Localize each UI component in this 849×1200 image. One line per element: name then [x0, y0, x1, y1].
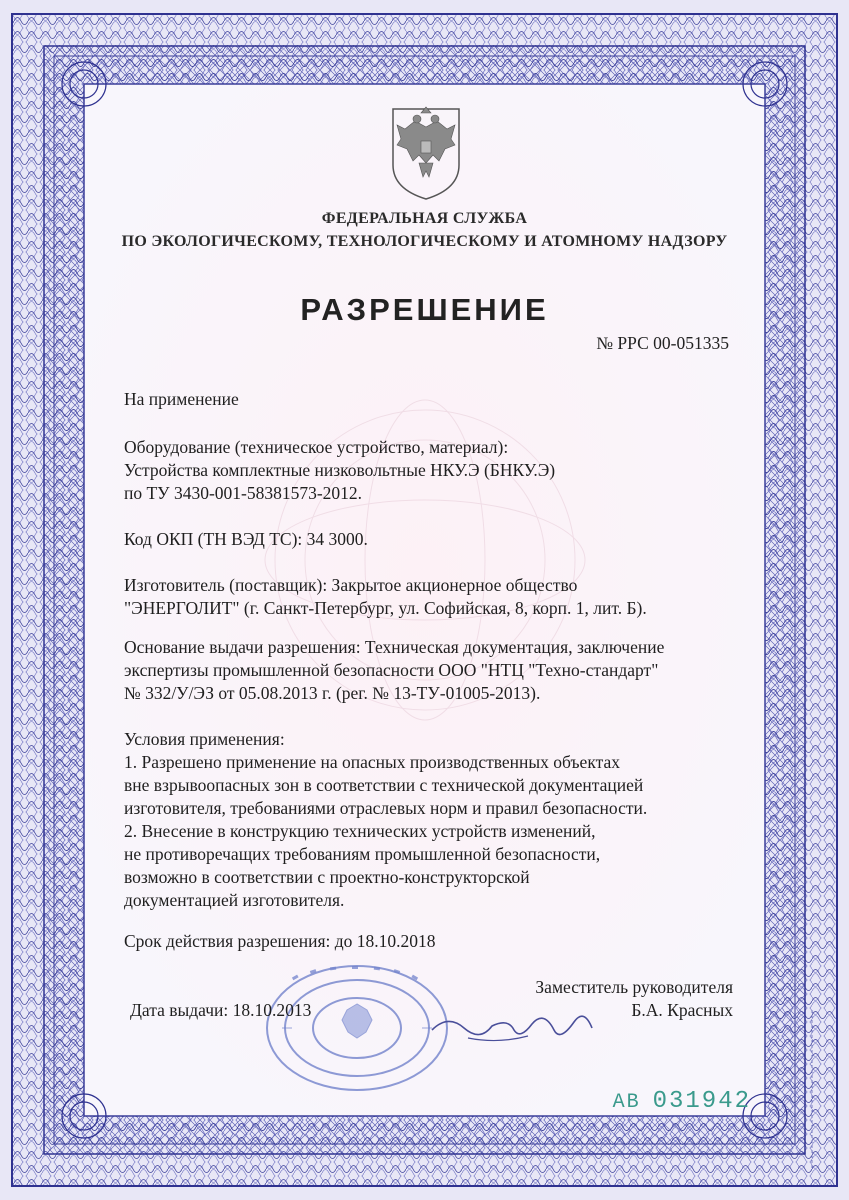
conditions-block [124, 728, 744, 912]
basis-block [124, 636, 744, 705]
conditions-line: 2. Внесение в конструкцию технических устройств изменений, [124, 821, 596, 841]
basis-line: № 332/У/ЭЗ от 05.08.2013 г. (рег. № 13-ТУ-01005-2013). [124, 683, 541, 703]
official-seal-icon [262, 962, 452, 1094]
manufacturer-line: "ЭНЕРГОЛИТ" (г. Санкт-Петербург, ул. Софийская, 8, корп. 1, лит. Б). [124, 598, 647, 618]
agency-name-line1: ФЕДЕРАЛЬНАЯ СЛУЖБА [321, 210, 528, 227]
issue-date: Дата выдачи: 18.10.2013 [130, 1000, 312, 1020]
basis-line: Основание выдачи разрешения: Техническая документация, заключение [124, 637, 665, 657]
equipment-block [124, 436, 744, 505]
equipment-line: по ТУ 3430-001-58381573-2012. [124, 483, 363, 503]
coat-of-arms-icon [383, 105, 469, 201]
equipment-line: Устройства комплектные низковольтные НКУ.Э (БНКУ.Э) [124, 460, 556, 480]
basis-line: экспертизы промышленной безопасности ООО "НТЦ "Техно-стандарт" [124, 660, 659, 680]
agency-name-line2: ПО ЭКОЛОГИЧЕСКОМУ, ТЕХНОЛОГИЧЕСКОМУ И АТОМНОМУ НАДЗОРУ [121, 233, 728, 250]
conditions-line: 1. Разрешено применение на опасных производственных объектах [124, 752, 620, 772]
signer-block [535, 976, 733, 1022]
okp-code-block [124, 528, 744, 551]
document-title: РАЗРЕШЕНИЕ [300, 292, 549, 327]
conditions-line: не противоречащих требованиям промышленной безопасности, [124, 844, 601, 864]
serial-number [613, 1088, 751, 1115]
conditions-line: Условия применения: [124, 729, 285, 749]
conditions-line: вне взрывоопасных зон в соответствии с технической документацией [124, 775, 644, 795]
manufacturer-line: Изготовитель (поставщик): Закрытое акционерное общество [124, 575, 578, 595]
conditions-line: документацией изготовителя. [124, 890, 345, 910]
equipment-line: Оборудование (техническое устройство, материал): [124, 437, 509, 457]
purpose-line: На применение [124, 389, 239, 409]
serial-digits: 031942 [652, 1088, 751, 1115]
validity-line: Срок действия разрешения: до 18.10.2018 [124, 931, 436, 951]
okp-code-line: Код ОКП (ТН ВЭД ТС): 34 3000. [124, 529, 368, 549]
document-number: № РРС 00-051335 [596, 333, 729, 353]
conditions-line: возможно в соответствии с проектно-конструкторской [124, 867, 530, 887]
signer-title: Заместитель руководителя [535, 977, 733, 997]
manufacturer-block [124, 574, 744, 620]
purpose-text [124, 388, 744, 411]
validity-block [124, 930, 744, 953]
conditions-line: изготовителя, требованиями отраслевых норм и правил безопасности. [124, 798, 648, 818]
printer-mark-icon [806, 1010, 818, 1170]
signer-name: Б.А. Красных [631, 1000, 733, 1020]
serial-series: АВ [612, 1091, 641, 1114]
